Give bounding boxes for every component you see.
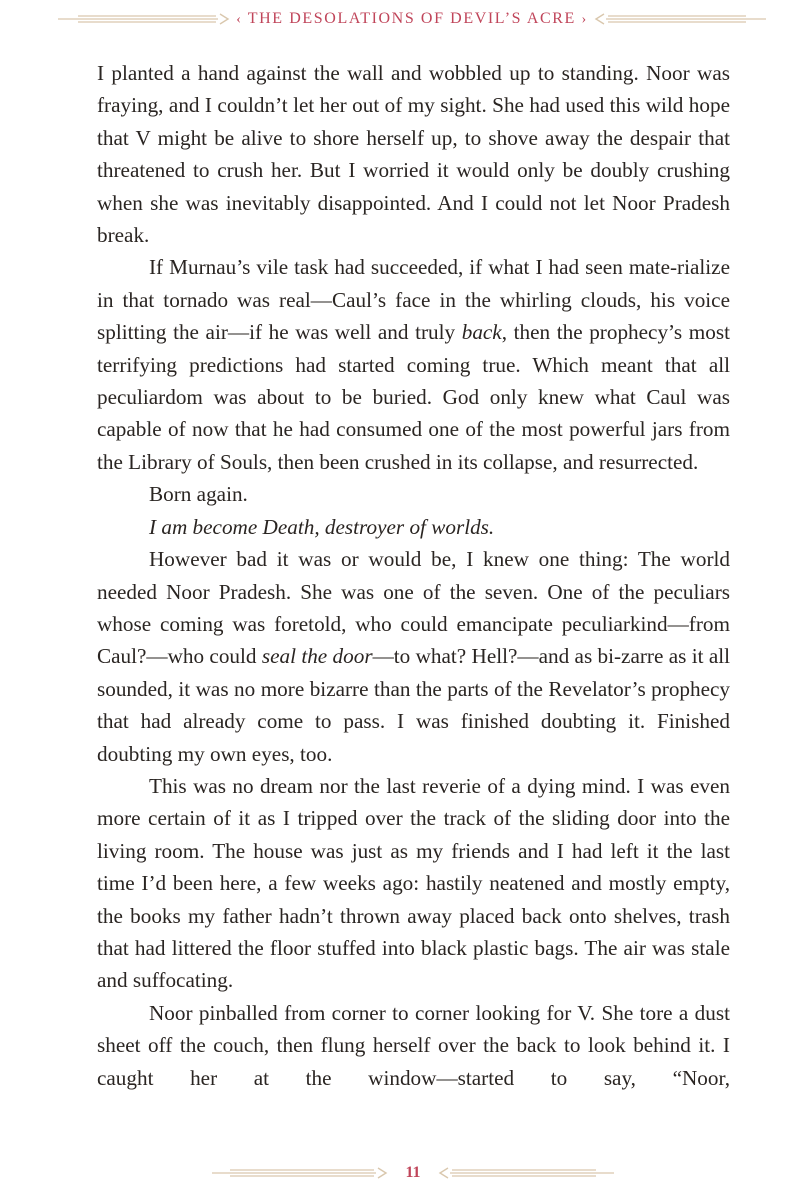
chevron-left-icon: ‹ xyxy=(236,12,243,27)
paragraph-3: Born again. xyxy=(149,482,248,507)
paragraph-2-emphasis: back xyxy=(461,320,502,345)
page-number: 11 xyxy=(405,1164,421,1181)
running-header xyxy=(0,8,800,30)
paragraph-2-part-2: , then the prophecy’s most terrifying predictions had started coming true. Which meant that all peculiardom was about to be buried. God only knew what Caul was capable of now that he had consumed one of the most powerful jars from the Library of Souls, then been crushed in its collapse, and resurrected. xyxy=(97,320,730,474)
book-title: THE DESOLATIONS OF DEVIL’S ACRE xyxy=(247,10,576,27)
paragraph-5-part-1: However bad it was or would be, I knew one thing: The world needed Noor Pradesh. She was one of the seven. One of the peculiars whose coming was foretold, who could emancipate peculiarkind—from Caul?—who could xyxy=(97,547,730,669)
paragraph-7: Noor pinballed from corner to corner looking for V. She tore a dust sheet off the couch, then flung herself over the back to look behind it. I caught her at the window—started to say, “Noor, xyxy=(97,1000,730,1090)
paragraph-2 xyxy=(97,251,730,478)
page-body-text xyxy=(97,57,730,1094)
paragraph-2-part-1: If Murnau’s vile task had succeeded, if what I had seen mate-rialize in that tornado was real—Caul’s face in the whirling clouds, his voice splitting the air—if he was well and truly xyxy=(97,255,730,345)
paragraph-5-emphasis: seal the door xyxy=(261,644,373,669)
paragraph-4-emphasis: I am become Death, destroyer of worlds. xyxy=(149,514,495,539)
footer-rule-right xyxy=(438,1166,614,1180)
header-rule-right xyxy=(594,12,766,26)
footer-rule-left xyxy=(212,1166,388,1180)
paragraph-1: I planted a hand against the wall and wobbled up to standing. Noor was fraying, and I couldn’t let her out of my sight. She had used this wild hope that V might be alive to shore herself up, to shove away the despair that threatened to crush her. But I worried it would only be doubly crushing when she was inevitably disappointed. And I could not let Noor Pradesh break. xyxy=(97,61,730,248)
paragraph-4 xyxy=(97,511,730,543)
page-footer xyxy=(0,1162,800,1186)
chevron-right-icon: › xyxy=(581,12,588,27)
paragraph-5 xyxy=(97,543,730,770)
header-rule-left xyxy=(58,12,230,26)
running-title xyxy=(230,8,594,31)
paragraph-6: This was no dream nor the last reverie of a dying mind. I was even more certain of it as I tripped over the track of the sliding door into the living room. The house was just as my friends and I had left it the last time I’d been here, a few weeks ago: hastily neatened and mostly empty, the books my father hadn’t thrown away placed back onto shelves, trash that had littered the floor stuffed into black plastic bags. The air was stale and suffocating. xyxy=(97,773,730,993)
paragraph-5-part-2: —to what? Hell?—and as bi-zarre as it all sounded, it was no more bizarre than the parts of the Revelator’s prophecy that had already come to pass. I was finished doubting it. Finished doubting my own eyes, too. xyxy=(97,644,731,766)
